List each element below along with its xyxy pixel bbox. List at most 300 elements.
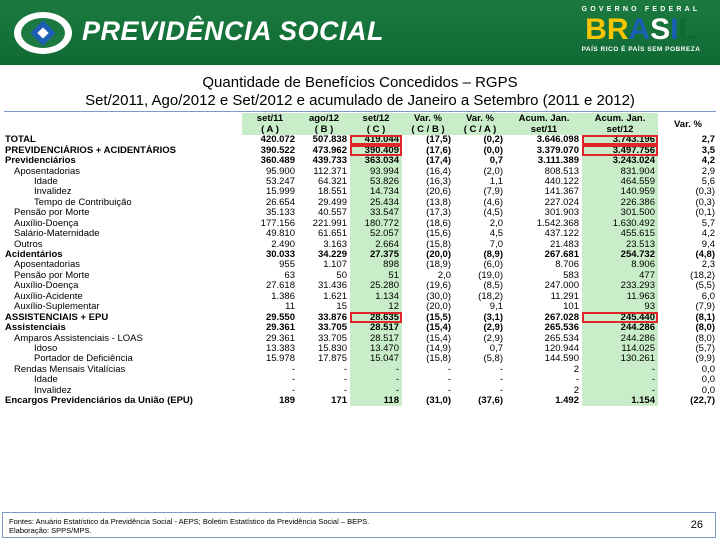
row-value: 53.826 [350,177,402,187]
row-value: 0,7 [489,155,503,167]
brasil-letter: L [678,13,697,46]
table-row [2,198,718,208]
row-value: (31,0) [426,395,451,407]
row-label: Pensão por Morte [14,270,90,281]
table-row [2,302,718,312]
row-value: 247.000 [544,281,579,292]
row-value: 118 [350,396,402,406]
row-value: (8,9) [483,249,503,261]
row-value: 1.107 [323,260,347,271]
row-value: - [291,375,295,386]
row-label: Previdenciários [5,155,76,167]
row-value: 33.705 [317,322,347,334]
row-value: 130.261 [582,354,658,364]
row-value: (4,8) [695,249,715,261]
brasil-letter: R [606,13,629,46]
row-value: 95.900 [265,166,295,177]
row-value: 28.517 [350,323,402,333]
row-value: - [499,364,503,375]
page-subtitle: Set/2011, Ago/2012 e Set/2012 e acumulado de Janeiro a Setembro (2011 e 2012) [85,92,635,109]
row-value: (15,6) [426,228,451,240]
table-row [2,281,718,291]
row-value: (8,0) [695,322,715,334]
row-value: 477 [582,271,658,281]
row-value: 831.904 [582,166,658,176]
row-value: 26.654 [265,197,295,208]
row-value: 2.490 [271,239,295,250]
row-value: (17,6) [426,145,451,156]
row-value: 12 [350,302,402,312]
row-value: 360.489 [260,155,295,167]
row-value: 177.156 [260,218,295,229]
row-value: (9,9) [695,354,715,365]
row-value: 15.978 [265,354,295,365]
table-row [2,219,718,229]
row-label: Amparos Assistenciais - LOAS [14,333,143,344]
row-value: (2,0) [483,166,503,177]
row-value: 25.434 [350,198,402,208]
row-value: 2,0 [489,218,503,229]
row-value: 2,7 [701,135,715,146]
col-subheader: ( A ) [242,124,298,135]
header-row-2 [2,124,718,135]
col-subheader: ( B ) [298,124,350,135]
row-value: 28.517 [350,333,402,343]
row-value: 2,9 [701,166,715,177]
row-value: 15.830 [317,343,347,354]
row-value: 93 [582,302,658,312]
row-value: 2,3 [701,260,715,271]
row-value: 1.621 [323,291,347,302]
col-header: Var. % [402,113,454,124]
row-value: 1.542.368 [536,218,579,229]
col-subheader: ( C ) [350,124,402,135]
row-value: (16,4) [426,166,451,177]
header-blank [2,113,242,124]
row-value: 0,0 [701,375,715,386]
row-value: - [499,375,503,386]
row-value: - [582,365,658,375]
row-value: (37,6) [478,395,503,407]
row-value: 23.513 [582,239,658,249]
table-row [2,250,718,260]
row-value: (5,5) [695,281,715,292]
row-value: (17,5) [426,135,451,146]
row-value: 3.743.196 [582,135,658,145]
table-row [2,271,718,281]
row-value: (2,9) [483,322,503,334]
row-value: 473.962 [312,145,347,156]
row-value: (19,0) [478,270,503,281]
row-value: 5,7 [701,218,715,229]
col-header: set/12 [350,113,402,124]
row-value: 507.838 [312,135,347,146]
row-value: (15,4) [426,322,451,334]
table-row [2,156,718,166]
row-value: - [582,386,658,396]
row-value: 583 [563,270,579,281]
col-header: Var. % [454,113,506,124]
row-label: Encargos Previdenciários da União (EPU) [5,395,193,407]
footer-sources [9,517,369,535]
row-value: 390.522 [260,145,295,156]
row-value: 9,4 [701,239,715,250]
row-value: 244.286 [582,333,658,343]
row-value: 1,1 [489,176,503,187]
brasil-letter: I [670,13,679,46]
benefits-table [2,113,718,406]
row-label: Rendas Mensais Vitalícias [14,364,126,375]
table-row [2,187,718,197]
row-label: Portador de Deficiência [34,354,133,365]
row-label: Idade [34,375,58,386]
table-row [2,386,718,396]
row-value: (18,2) [690,270,715,281]
row-label: Acidentários [5,249,63,261]
row-value: 64.321 [317,176,347,187]
row-value: (20,6) [426,187,451,198]
table-row [2,177,718,187]
row-value: 9,1 [489,302,503,313]
row-value: 2 [573,364,579,375]
row-value: 29.361 [265,322,295,334]
row-value: 30.033 [265,249,295,261]
row-value: (17,3) [426,208,451,219]
row-value: 18.551 [317,187,347,198]
row-value: (8,1) [695,312,715,323]
row-value: 254.732 [582,250,658,260]
row-value: 221.991 [312,218,347,229]
row-label: Outros [14,239,43,250]
row-value: 464.559 [582,177,658,187]
table-row [2,292,718,302]
table-row [2,145,718,155]
divider [4,111,716,112]
row-value: (2,9) [483,333,503,344]
row-value: - [582,375,658,385]
row-value: 31.436 [317,281,347,292]
table-row [2,396,718,406]
row-value: 144.590 [544,354,579,365]
footer [2,512,716,538]
row-value: 61.651 [317,228,347,240]
row-value: 1.154 [582,396,658,406]
row-value: (8,0) [695,333,715,344]
row-label: Salário-Maternidade [14,228,100,240]
row-value: - [343,375,347,386]
row-label: Idade [34,176,58,187]
row-value: (18,2) [478,291,503,302]
row-value: (19,6) [426,281,451,292]
row-value: 3.497.756 [582,145,658,155]
row-value: (0,3) [695,187,715,198]
governo-federal-logo [568,6,714,62]
row-value: 1.386 [271,291,295,302]
row-label: Assistenciais [5,322,66,334]
row-value: (5,8) [483,354,503,365]
table-row [2,208,718,218]
row-value: 245.440 [582,312,658,322]
table-row [2,239,718,249]
row-value: - [291,385,295,396]
table-row [2,333,718,343]
row-value: (16,3) [426,176,451,187]
row-value: (15,5) [426,312,451,323]
row-value: 439.733 [312,155,347,167]
row-value: 3.163 [323,239,347,250]
row-value: (0,2) [483,135,503,146]
row-value: 51 [350,271,402,281]
row-value: 15.047 [350,354,402,364]
row-value: - [447,364,451,375]
row-value: 301.903 [544,208,579,219]
row-value: (7,9) [483,187,503,198]
row-value: 52.057 [350,229,402,239]
row-value: - [343,385,347,396]
table-row [2,312,718,322]
row-value: (17,4) [426,155,451,167]
row-value: 301.500 [582,208,658,218]
footer-line-1: Fontes: Anuário Estatístico da Previdência Social - AEPS; Boletim Estatístico da Previdência Social – BEPS. [9,517,370,526]
row-value: 0,7 [489,343,503,354]
row-value: 8.906 [582,260,658,270]
table-row [2,135,718,145]
row-value: (22,7) [690,395,715,407]
row-value: (18,6) [426,218,451,229]
row-value: (15,8) [426,354,451,365]
row-value: 17.875 [317,354,347,365]
row-value: 455.615 [582,229,658,239]
previdencia-logo-icon [12,10,74,56]
row-value: (18,9) [426,260,451,271]
col-header-var: Var. % [658,113,718,135]
footer-line-2: Elaboração: SPPS/MPS. [9,526,92,535]
row-value: 140.959 [582,187,658,197]
row-label: Aposentadorias [14,260,81,271]
row-value: 7,0 [489,239,503,250]
row-value: 11.963 [582,292,658,302]
table-row [2,229,718,239]
row-value: 27.618 [265,281,295,292]
row-value: 53.247 [265,176,295,187]
row-value: 1.630.492 [582,219,658,229]
row-label: Auxílio-Doença [14,281,79,292]
row-value: 4,5 [489,228,503,240]
row-value: (5,7) [695,343,715,354]
col-subheader: set/12 [582,124,658,135]
row-value: 226.386 [582,198,658,208]
table-row [2,344,718,354]
row-label: PREVIDENCIÁRIOS + ACIDENTÁRIOS [5,145,176,156]
row-value: 33.876 [317,312,347,323]
col-header: ago/12 [298,113,350,124]
row-value: 28.635 [350,312,402,322]
row-value: (4,5) [483,208,503,219]
col-header: Acum. Jan. [582,113,658,124]
row-value: (15,8) [426,239,451,250]
row-value: 3.111.389 [537,155,579,167]
row-value: 13.383 [265,343,295,354]
row-value: 189 [279,395,295,407]
gov-slogan: PAÍS RICO É PAÍS SEM POBREZA [581,46,701,53]
row-value: 112.371 [313,166,347,177]
row-value: (0,1) [695,208,715,219]
brasil-letter: S [650,13,671,46]
row-label: Aposentadorias [14,166,81,177]
row-label: Tempo de Contribuição [34,197,132,208]
row-value: 1.492 [555,395,579,407]
table-row [2,375,718,385]
row-value: 265.536 [544,322,579,334]
table-row [2,365,718,375]
row-value: 437.122 [544,228,579,240]
row-value: (14,9) [426,343,451,354]
row-value: 0,0 [701,385,715,396]
row-value: 25.280 [350,281,402,291]
row-value: 4,2 [701,228,715,240]
row-value: 33.547 [350,208,402,218]
row-value: - [447,385,451,396]
row-value: 14.734 [350,187,402,197]
row-value: 63 [284,270,295,281]
table-body [2,135,718,406]
row-value: - [350,375,402,385]
row-value: (8,5) [483,281,503,292]
header-banner [0,0,720,68]
row-label: Auxílio-Doença [14,218,79,229]
row-value: (30,0) [426,291,451,302]
row-value: 3,5 [701,145,715,156]
row-value: (20,0) [426,249,451,261]
row-value: 21.483 [549,239,579,250]
row-label: Invalidez [34,385,72,396]
header-blank [2,124,242,135]
brand-title: PREVIDÊNCIA SOCIAL [82,16,385,46]
row-value: - [499,385,503,396]
row-value: - [575,375,579,386]
row-value: - [343,364,347,375]
row-value: (4,6) [483,197,503,208]
page-title: Quantidade de Benefícios Concedidos – RGPS [202,74,518,91]
row-value: 35.133 [265,208,295,219]
row-value: 419.044 [350,135,402,145]
table-row [2,260,718,270]
row-value: 1.134 [350,292,402,302]
col-subheader: set/11 [506,124,582,135]
row-value: - [350,365,402,375]
row-label: Invalidez [34,187,72,198]
row-value: 440.122 [544,176,579,187]
row-label: ASSISTENCIAIS + EPU [5,312,109,323]
row-label: Pensão por Morte [14,208,90,219]
row-value: (15,4) [426,333,451,344]
row-value: 29.499 [317,197,347,208]
brasil-letter: B [585,13,607,46]
row-value: 93.994 [350,166,402,176]
row-value: 29.550 [265,312,295,323]
row-label: Idoso [34,343,58,354]
row-label: TOTAL [5,135,36,146]
row-value: 11 [285,302,295,313]
row-value: 390.409 [350,145,402,155]
row-value: 363.034 [350,156,402,166]
row-value: 2 [573,385,579,396]
row-value: 955 [279,260,295,271]
row-value: 34.229 [317,249,347,261]
row-value: 2.664 [350,239,402,249]
row-value: 420.072 [260,135,295,146]
row-value: 3.379.070 [536,145,579,156]
row-value: 101 [563,302,579,313]
row-value: 244.286 [582,323,658,333]
table-row [2,166,718,176]
row-value: - [350,386,402,396]
row-value: 265.534 [544,333,579,344]
row-value: 898 [350,260,402,270]
row-value: 808.513 [544,166,579,177]
row-value: 5,6 [701,176,715,187]
row-value: 6,0 [701,291,715,302]
row-value: 4,2 [701,155,715,167]
row-value: 3.646.098 [536,135,579,146]
page-number: 26 [690,519,703,531]
row-value: 27.375 [350,250,402,260]
row-value: 141.367 [544,187,579,198]
table-row [2,323,718,333]
row-value: 50 [336,270,347,281]
gov-top-text: GOVERNO FEDERAL [581,6,701,13]
row-value: (6,0) [483,260,503,271]
row-value: 49.810 [265,228,295,240]
row-value: 15.999 [265,187,295,198]
row-value: 233.293 [582,281,658,291]
row-value: (20,0) [426,302,451,313]
col-header: set/11 [242,113,298,124]
row-value: 171 [331,395,347,407]
row-value: 29.361 [265,333,295,344]
row-value: 33.705 [317,333,347,344]
row-value: 0,0 [701,364,715,375]
row-value: 15 [336,302,347,313]
row-value: (13,8) [426,197,451,208]
brasil-letter: A [628,13,651,46]
row-value: (7,9) [695,302,715,313]
brasil-wordmark [568,15,714,45]
row-value: 3.243.024 [582,156,658,166]
row-value: (0,3) [695,197,715,208]
row-value: (0,0) [483,145,503,156]
row-value: 40.557 [317,208,347,219]
row-value: 11.291 [550,291,579,302]
row-value: 8.706 [555,260,579,271]
row-value: 114.025 [582,344,658,354]
row-value: (3,1) [483,312,503,323]
row-value: 267.681 [544,249,579,261]
table-row [2,354,718,364]
col-subheader: ( C / A ) [454,124,506,135]
col-subheader: ( C / B ) [402,124,454,135]
row-value: 13.470 [350,344,402,354]
row-value: 227.024 [544,197,579,208]
row-label: Auxílio-Suplementar [14,302,100,313]
row-value: 120.944 [544,343,579,354]
row-label: Auxílio-Acidente [14,291,83,302]
row-value: 180.772 [350,219,402,229]
header-row-1 [2,113,718,124]
row-value: 2,0 [437,270,451,281]
col-header: Acum. Jan. [506,113,582,124]
row-value: - [447,375,451,386]
